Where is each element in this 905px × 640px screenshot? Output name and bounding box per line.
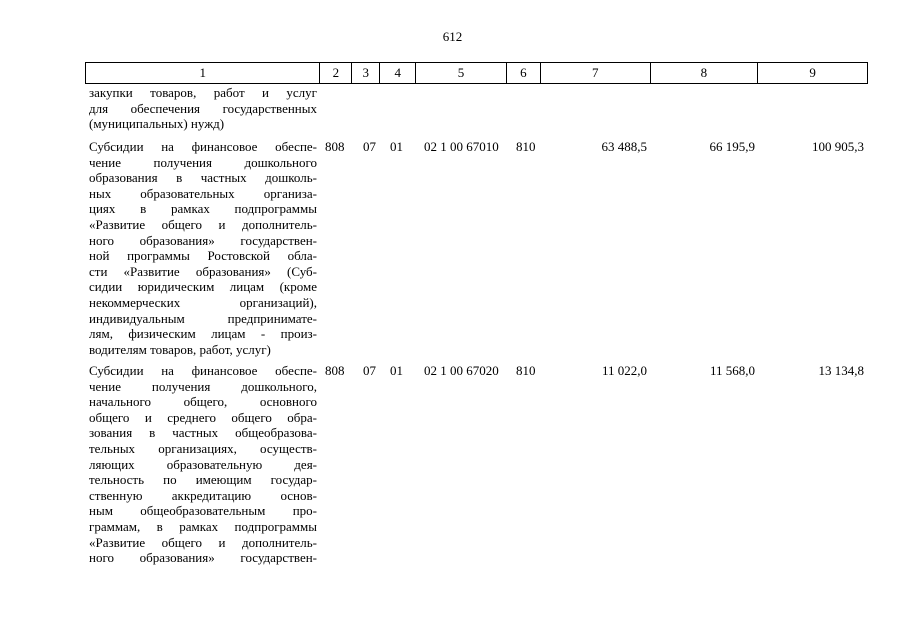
description-line: тельных организациях, осуществ- — [89, 440, 317, 456]
description-line: ной программы Ростовской обла- — [89, 248, 317, 264]
description-line: зования в частных общеобразова- — [89, 425, 317, 441]
description-line: общего и среднего общего обра- — [89, 409, 317, 425]
row-description — [89, 363, 317, 566]
header-col-2: 2 — [320, 63, 352, 83]
description-line: лям, физическим лицам - произ- — [89, 326, 317, 342]
description-line: Субсидии на финансовое обеспе- — [89, 363, 317, 378]
description-line: ным общеобразовательным про- — [89, 503, 317, 519]
row-description — [89, 139, 317, 357]
expense-type-code: 810 — [516, 139, 536, 154]
description-line: чение получения дошкольного, — [89, 378, 317, 394]
description-line: тельность по имеющим государ- — [89, 472, 317, 488]
description-line: индивидуальным предпринимате- — [89, 310, 317, 326]
description-line: Субсидии на финансовое обеспе- — [89, 139, 317, 154]
description-line: сти «Развитие образования» (Суб- — [89, 263, 317, 279]
page-number: 612 — [442, 29, 463, 44]
description-line: «Развитие общего и дополнитель- — [89, 534, 317, 550]
description-line: начального общего, основного — [89, 394, 317, 410]
subsection-code: 01 — [390, 363, 403, 378]
description-line: «Развитие общего и дополнитель- — [89, 216, 317, 232]
description-line: чение получения дошкольного — [89, 154, 317, 170]
row-description — [89, 85, 317, 132]
expense-type-code: 810 — [516, 363, 536, 378]
amount-col-7: 63 488,5 — [601, 139, 647, 154]
description-line: циях в рамках подпрограммы — [89, 201, 317, 217]
description-line: ляющих образовательную дея- — [89, 456, 317, 472]
header-col-9: 9 — [809, 65, 816, 80]
description-line: ных образовательных организа- — [89, 185, 317, 201]
description-line: закупки товаров, работ и услуг — [89, 85, 317, 100]
ministry-code: 808 — [325, 363, 345, 378]
description-line: сидии юридическим лицам (кроме — [89, 279, 317, 295]
amount-col-8: 11 568,0 — [709, 363, 755, 378]
description-line: ного образования» государствен- — [89, 232, 317, 248]
amount-col-9: 13 134,8 — [818, 363, 864, 378]
table-header-row — [85, 62, 868, 84]
description-line: граммам, в рамках подпрограммы — [89, 518, 317, 534]
header-col-7: 7 — [541, 63, 651, 83]
target-article-code: 02 1 00 67010 — [424, 139, 499, 154]
description-line: ного образования» государствен- — [89, 550, 317, 566]
description-line: (муниципальных) нужд) — [89, 116, 225, 132]
header-col-1: 1 — [86, 63, 320, 83]
header-col-6: 6 — [507, 63, 541, 83]
header-col-5: 5 — [416, 63, 507, 83]
amount-col-8: 66 195,9 — [709, 139, 755, 154]
amount-col-7: 11 022,0 — [601, 363, 647, 378]
description-line: водителям товаров, работ, услуг) — [89, 341, 271, 357]
amount-col-9: 100 905,3 — [812, 139, 864, 154]
description-line: некоммерческих организаций), — [89, 294, 317, 310]
header-col-3: 3 — [352, 63, 380, 83]
header-col-4: 4 — [380, 63, 416, 83]
ministry-code: 808 — [325, 139, 345, 154]
section-code: 07 — [363, 363, 376, 378]
subsection-code: 01 — [390, 139, 403, 154]
description-line: для обеспечения государственных — [89, 100, 317, 116]
header-col-8: 8 — [651, 63, 759, 83]
description-line: образования в частных дошколь- — [89, 170, 317, 186]
description-line: ственную аккредитацию основ- — [89, 487, 317, 503]
section-code: 07 — [363, 139, 376, 154]
target-article-code: 02 1 00 67020 — [424, 363, 499, 378]
